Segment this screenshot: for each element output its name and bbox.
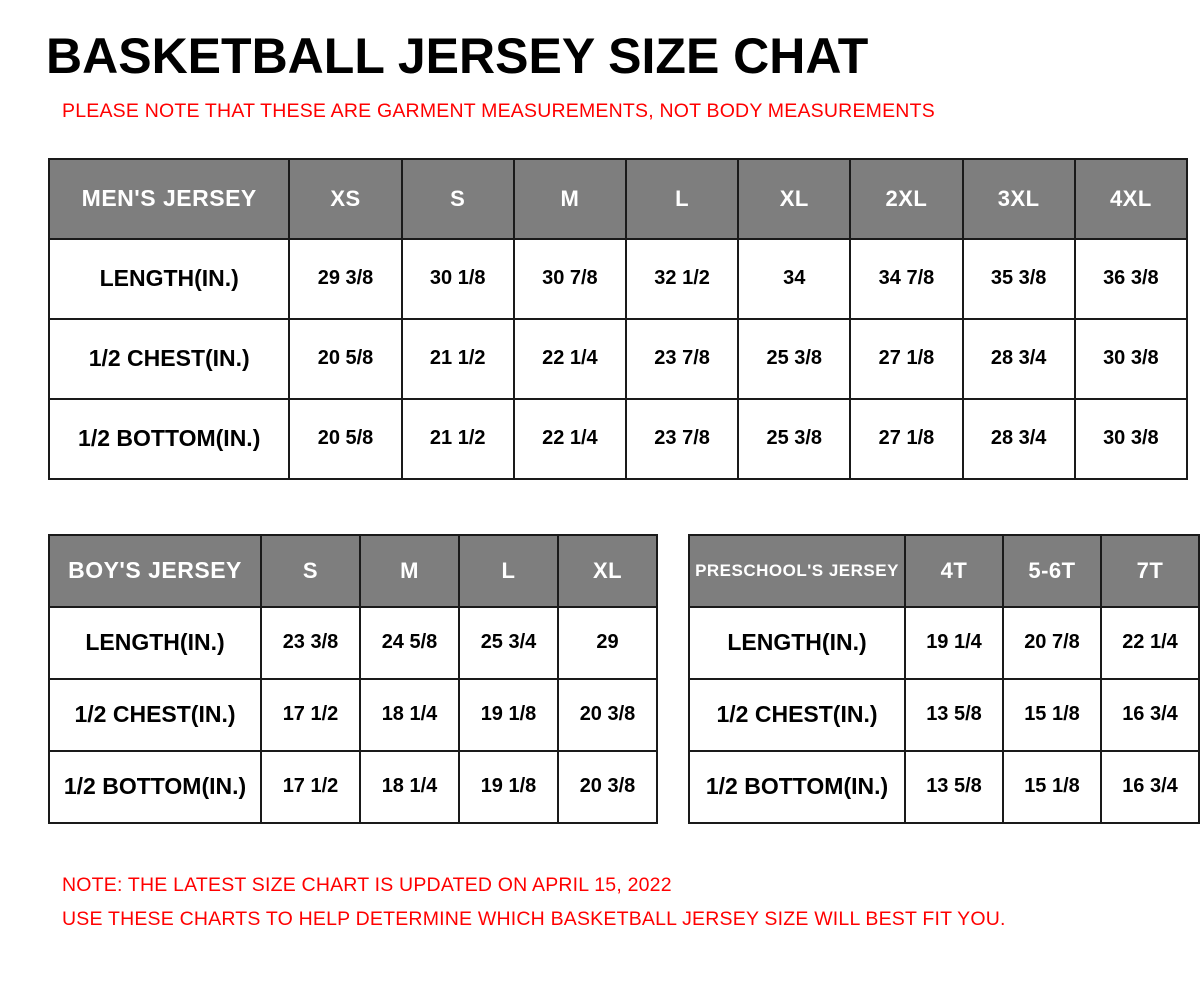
measurement-cell: 20 7/8 (1003, 607, 1101, 679)
table-row (49, 399, 1187, 479)
size-header: XS (289, 159, 401, 239)
size-header: XL (738, 159, 850, 239)
measurement-cell: 20 3/8 (558, 751, 657, 823)
boys-table-title: BOY'S JERSEY (49, 535, 261, 607)
table-row (689, 751, 1199, 823)
measurement-cell: 23 3/8 (261, 607, 360, 679)
table-header-row (49, 159, 1187, 239)
measurement-cell: 20 5/8 (289, 319, 401, 399)
measurement-cell: 36 3/8 (1075, 239, 1187, 319)
row-label: LENGTH(IN.) (49, 607, 261, 679)
table-row (689, 607, 1199, 679)
boys-jersey-table (48, 534, 658, 824)
row-label: 1/2 BOTTOM(IN.) (49, 399, 289, 479)
measurement-cell: 20 5/8 (289, 399, 401, 479)
row-label: 1/2 BOTTOM(IN.) (689, 751, 905, 823)
measurement-cell: 15 1/8 (1003, 679, 1101, 751)
mens-table-title: MEN'S JERSEY (49, 159, 289, 239)
row-label: 1/2 CHEST(IN.) (49, 319, 289, 399)
preschool-jersey-table (688, 534, 1200, 824)
size-header: L (459, 535, 558, 607)
size-header: 2XL (850, 159, 962, 239)
measurement-cell: 27 1/8 (850, 399, 962, 479)
measurement-cell: 20 3/8 (558, 679, 657, 751)
measurement-cell: 22 1/4 (514, 399, 626, 479)
measurement-cell: 34 7/8 (850, 239, 962, 319)
usage-note: USE THESE CHARTS TO HELP DETERMINE WHICH BASKETBALL JERSEY SIZE WILL BEST FIT YOU. (62, 907, 1006, 930)
measurement-cell: 27 1/8 (850, 319, 962, 399)
measurement-cell: 13 5/8 (905, 751, 1003, 823)
measurement-cell: 35 3/8 (963, 239, 1075, 319)
measurement-cell: 13 5/8 (905, 679, 1003, 751)
size-header: 4T (905, 535, 1003, 607)
measurement-cell: 19 1/8 (459, 679, 558, 751)
row-label: 1/2 BOTTOM(IN.) (49, 751, 261, 823)
measurement-cell: 17 1/2 (261, 679, 360, 751)
measurement-cell: 18 1/4 (360, 751, 459, 823)
size-header: S (261, 535, 360, 607)
measurement-cell: 17 1/2 (261, 751, 360, 823)
size-header: 5-6T (1003, 535, 1101, 607)
size-header: 7T (1101, 535, 1199, 607)
measurement-cell: 19 1/4 (905, 607, 1003, 679)
size-header: M (514, 159, 626, 239)
measurement-cell: 16 3/4 (1101, 679, 1199, 751)
measurement-cell: 25 3/8 (738, 319, 850, 399)
size-header: 3XL (963, 159, 1075, 239)
measurement-cell: 28 3/4 (963, 399, 1075, 479)
table-row (49, 239, 1187, 319)
size-header: L (626, 159, 738, 239)
measurement-cell: 29 (558, 607, 657, 679)
row-label: LENGTH(IN.) (49, 239, 289, 319)
lower-tables-row (48, 534, 1176, 824)
measurement-cell: 24 5/8 (360, 607, 459, 679)
bottom-notes (62, 868, 1176, 936)
row-label: 1/2 CHEST(IN.) (689, 679, 905, 751)
measurement-cell: 18 1/4 (360, 679, 459, 751)
measurement-cell: 25 3/4 (459, 607, 558, 679)
size-header: XL (558, 535, 657, 607)
measurement-cell: 22 1/4 (514, 319, 626, 399)
preschool-table-title: PRESCHOOL'S JERSEY (689, 535, 905, 607)
table-header-row (689, 535, 1199, 607)
table-row (689, 679, 1199, 751)
table-row (49, 319, 1187, 399)
measurement-cell: 23 7/8 (626, 319, 738, 399)
measurement-cell: 28 3/4 (963, 319, 1075, 399)
size-header: S (402, 159, 514, 239)
page-title: BASKETBALL JERSEY SIZE CHAT (46, 28, 869, 84)
size-header: M (360, 535, 459, 607)
table-header-row (49, 535, 657, 607)
update-note: NOTE: THE LATEST SIZE CHART IS UPDATED ON APRIL 15, 2022 (62, 873, 672, 896)
measurement-cell: 34 (738, 239, 850, 319)
size-header: 4XL (1075, 159, 1187, 239)
table-row (49, 607, 657, 679)
measurement-cell: 30 7/8 (514, 239, 626, 319)
measurement-cell: 32 1/2 (626, 239, 738, 319)
measurement-cell: 30 1/8 (402, 239, 514, 319)
mens-jersey-table (48, 158, 1188, 480)
measurement-cell: 30 3/8 (1075, 399, 1187, 479)
measurement-cell: 21 1/2 (402, 399, 514, 479)
row-label: 1/2 CHEST(IN.) (49, 679, 261, 751)
measurement-cell: 22 1/4 (1101, 607, 1199, 679)
measurement-cell: 15 1/8 (1003, 751, 1101, 823)
top-note: PLEASE NOTE THAT THESE ARE GARMENT MEASUREMENTS, NOT BODY MEASUREMENTS (62, 99, 935, 122)
measurement-cell: 25 3/8 (738, 399, 850, 479)
measurement-cell: 30 3/8 (1075, 319, 1187, 399)
measurement-cell: 16 3/4 (1101, 751, 1199, 823)
row-label: LENGTH(IN.) (689, 607, 905, 679)
measurement-cell: 21 1/2 (402, 319, 514, 399)
measurement-cell: 29 3/8 (289, 239, 401, 319)
measurement-cell: 23 7/8 (626, 399, 738, 479)
table-row (49, 751, 657, 823)
measurement-cell: 19 1/8 (459, 751, 558, 823)
table-row (49, 679, 657, 751)
